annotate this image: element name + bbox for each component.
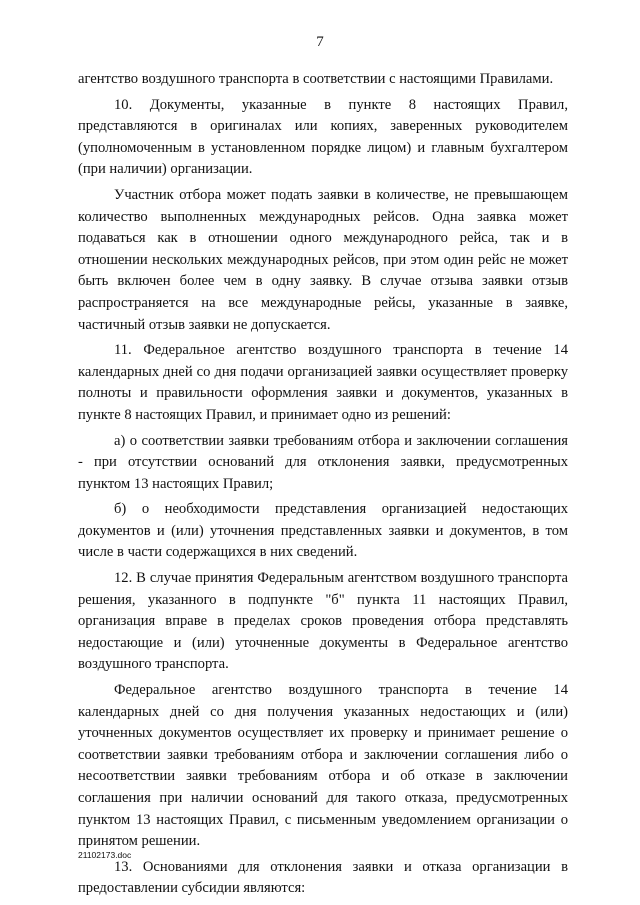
page-number: 7	[316, 34, 324, 50]
paragraph-12: 12. В случае принятия Федеральным агентством воздушного транспорта решения, указанного в подпункте "б" пункта 11 настоящих Правил, организация вправе в пределах сроков проведения отбора представлять недостающие и (или) уточненные документы в Федеральное агентство воздушного транспорта.	[78, 570, 568, 673]
paragraph-11: 11. Федеральное агентство воздушного транспорта в течение 14 календарных дней со дня подачи организацией заявки осуществляет проверку полноты и правильности оформления заявки и документов, указанных в пункте 8 настоящих Правил, и принимает одно из решений:	[78, 342, 568, 423]
paragraph-12-review: Федеральное агентство воздушного транспорта в течение 14 календарных дней со дня получения указанных недостающих и (или) уточненных документов осуществляет их проверку и принимает решение о соответствии заявки требованиям отбора и заключении соглашения либо о несоответствии заявки требованиям отбора и об отказе в заключении соглашения при наличии оснований для такого отказа, предусмотренных пунктом 13 настоящих Правил, с письменным уведомлением организации о принятом решении.	[78, 682, 568, 850]
paragraph-participant-applications: Участник отбора может подать заявки в количестве, не превышающем количество выполненных международных рейсов. Одна заявка может подаваться как в отношении одного международного рейса, так и в отношении нескольких международных рейсов, при этом один рейс не может быть включен более чем в одну заявку. В случае отзыва заявки отзыв распространяется на все международные рейсы, указанные в заявке, частичный отзыв заявки не допускается.	[78, 186, 568, 333]
paragraph-11-a: а) о соответствии заявки требованиям отбора и заключении соглашения - при отсутствии оснований для отклонения заявки, предусмотренных пунктом 13 настоящих Правил;	[78, 432, 568, 492]
paragraph-continuation: агентство воздушного транспорта в соответствии с настоящими Правилами.	[78, 71, 554, 87]
footer-filename: 21102173.doc	[78, 850, 132, 860]
paragraph-13: 13. Основаниями для отклонения заявки и отказа организации в предоставлении субсидии являются:	[78, 858, 568, 897]
document-body	[78, 69, 568, 904]
paragraph-11-b: б) о необходимости представления организацией недостающих документов и (или) уточнения представленных заявки и документов, в том числе в части содержащихся в них сведений.	[78, 501, 568, 561]
paragraph-10: 10. Документы, указанные в пункте 8 настоящих Правил, представляются в оригиналах или копиях, заверенных руководителем (уполномоченным в установленном порядке лицом) и главным бухгалтером (при наличии) организации.	[78, 96, 568, 178]
